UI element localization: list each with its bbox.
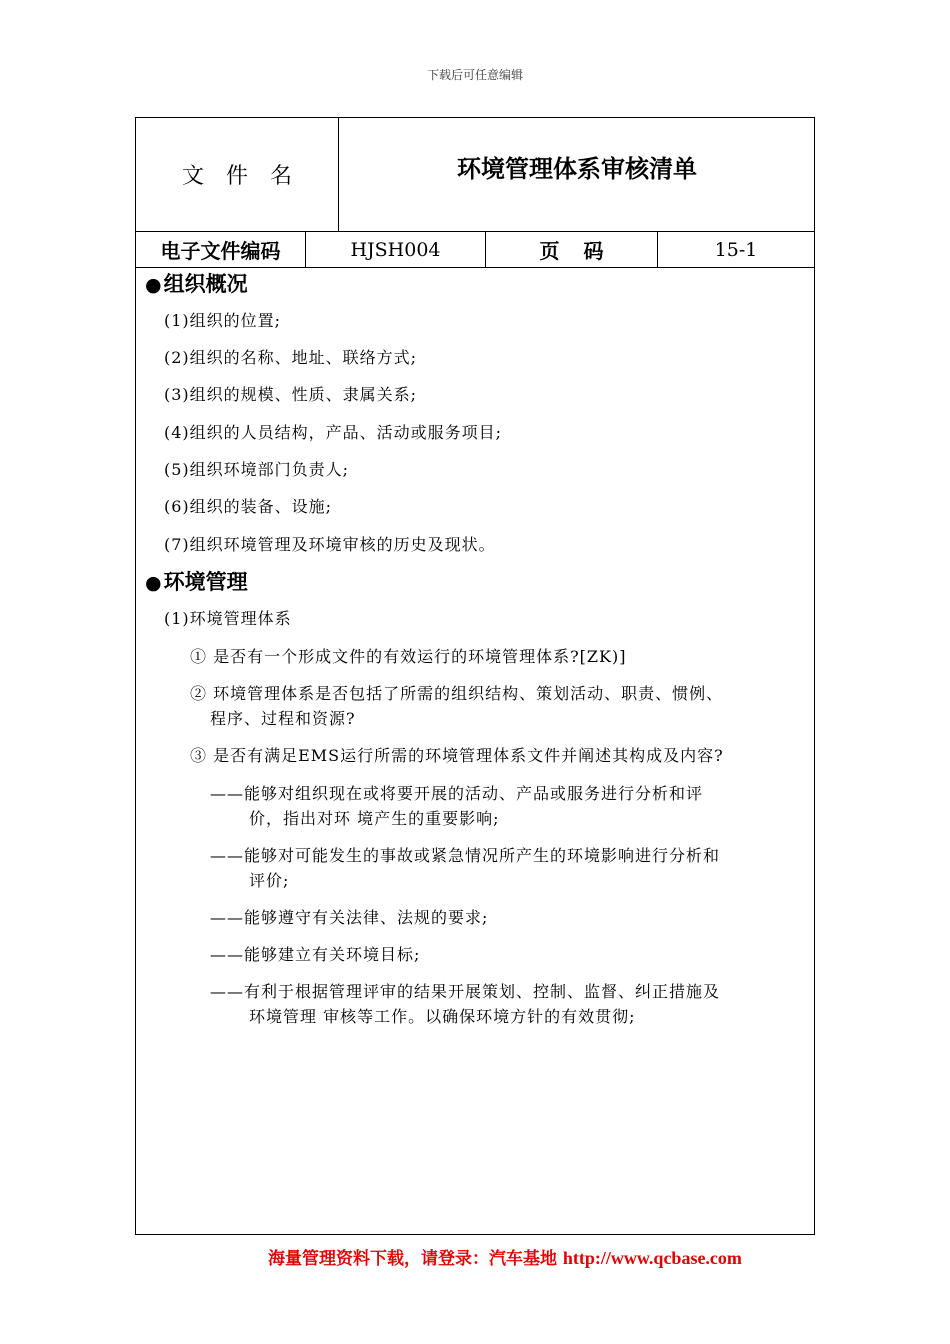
ecode-label: 电子文件编码 (136, 232, 306, 267)
document-title: 环境管理体系审核清单 (457, 154, 697, 183)
header-row-meta (136, 232, 814, 268)
list-item: (7)组织环境管理及环境审核的历史及现状。 (164, 535, 496, 554)
dash-item: ——能够对组织现在或将要开展的活动、产品或服务进行分析和评 (210, 784, 704, 803)
list-item: (2)组织的名称、地址、联络方式; (164, 348, 418, 367)
question-item: ② 环境管理体系是否包括了所需的组织结构、策划活动、职责、惯例、 (190, 684, 724, 703)
list-item: (1)组织的位置; (164, 311, 282, 330)
section-heading-text: 环境管理 (163, 570, 248, 594)
dash-item: ——有利于根据管理评审的结果开展策划、控制、监督、纠正措施及 (210, 982, 721, 1001)
dash-item: ——能够建立有关环境目标; (210, 945, 421, 964)
question-item: ③ 是否有满足EMS运行所需的环境管理体系文件并阐述其构成及内容? (190, 746, 724, 765)
header-row-title (136, 118, 814, 232)
list-item: (3)组织的规模、性质、隶属关系; (164, 385, 418, 404)
section-heading-organization (145, 268, 248, 298)
subsection-title: (1)环境管理体系 (164, 609, 292, 628)
page-label: 页码 (486, 232, 658, 267)
question-item-cont: 程序、过程和资源? (210, 709, 356, 728)
question-item: ① 是否有一个形成文件的有效运行的环境管理体系?[ZK)] (190, 647, 627, 666)
footer-text: 海量管理资料下载，请登录：汽车基地 (268, 1249, 557, 1269)
dash-item-cont: 评价; (249, 871, 290, 890)
list-item: (4)组织的人员结构，产品、活动或服务项目; (164, 423, 503, 442)
list-item: (5)组织环境部门负责人; (164, 460, 350, 479)
footer-ad (268, 1244, 742, 1269)
bullet-icon: ● (145, 572, 162, 594)
section-heading-text: 组织概况 (163, 272, 248, 296)
list-item: (6)组织的装备、设施; (164, 497, 333, 516)
dash-item: ——能够遵守有关法律、法规的要求; (210, 908, 489, 927)
dash-item-cont: 环境管理 审核等工作。以确保环境方针的有效贯彻; (249, 1007, 636, 1026)
document-table (135, 117, 815, 1235)
page-value: 15-1 (714, 238, 758, 261)
bullet-icon: ● (145, 274, 162, 296)
filename-label: 文件名 (136, 118, 339, 231)
dash-item-cont: 价，指出对环 境产生的重要影响; (249, 809, 500, 828)
section-heading-env-management (145, 566, 248, 596)
dash-item: ——能够对可能发生的事故或紧急情况所产生的环境影响进行分析和 (210, 846, 721, 865)
top-note: 下载后可任意编辑 (426, 68, 523, 82)
ecode-value: HJSH004 (306, 232, 486, 267)
footer-link[interactable]: http://www.qcbase.com (562, 1248, 742, 1268)
